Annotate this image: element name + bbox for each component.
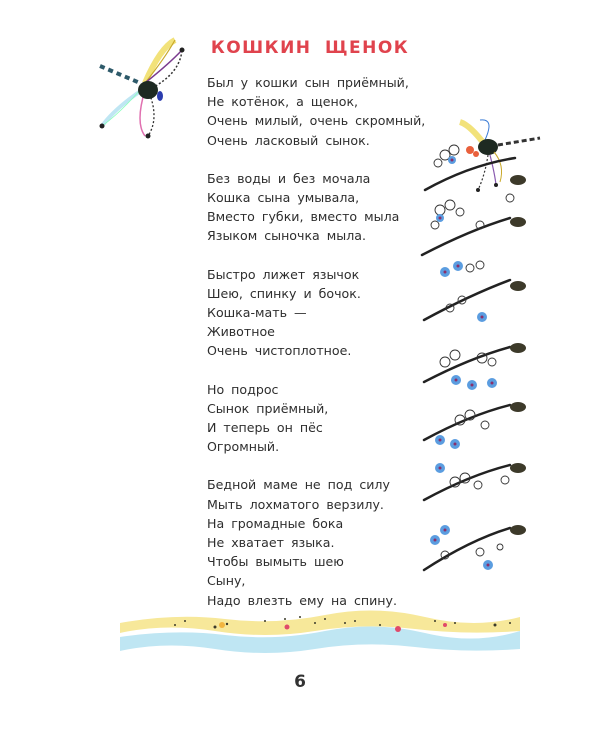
poem-line: Чтобы вымыть шею: [207, 554, 344, 570]
poem-line: Очень милый, очень скромный,: [207, 113, 426, 129]
poem-line: Быстро лижет язычок: [207, 266, 360, 282]
poem-line: Вместо губки, вместо мыла: [207, 209, 400, 225]
poem-line: Кошка сына умывала,: [207, 190, 360, 206]
poem-line: Мыть лохматого верзилу.: [207, 496, 384, 512]
poem-line: Животное: [207, 324, 275, 340]
stanza-5: [207, 475, 417, 609]
poem-line: Сыну,: [207, 573, 246, 589]
poem-line: Сынок приёмный,: [207, 400, 329, 416]
stanza-1: [207, 73, 426, 150]
stanza-3: [207, 265, 417, 361]
stanza-2: [207, 169, 417, 246]
poem-line: Без воды и без мочала: [207, 170, 371, 186]
poem-title: КОШКИН ЩЕНОК: [210, 38, 410, 58]
poem-line: На громадные бока: [207, 515, 344, 531]
poem-line: Бедной маме не под силу: [207, 477, 390, 493]
page-number: 6: [294, 672, 306, 692]
poem-line: Не хватает языка.: [207, 535, 335, 551]
poem-line: Не котёнок, а щенок,: [207, 94, 359, 110]
poem-line: Но подрос: [207, 381, 279, 397]
poem-line: Языком сыночка мыла.: [207, 228, 366, 244]
poem-line: И теперь он пёс: [207, 420, 323, 436]
stanza-4: [207, 380, 417, 457]
poem-line: Надо влезть ему на спину.: [207, 592, 397, 608]
poem-line: Очень чистоплотное.: [207, 343, 352, 359]
poem-line: Кошка-мать —: [207, 305, 307, 321]
dragonfly-icon: [460, 120, 540, 192]
poem-line: Очень ласковый сынок.: [207, 132, 370, 148]
poem-line: Шею, спинку и бочок.: [207, 285, 361, 301]
grass-flowers-illustration-right: [410, 100, 550, 590]
sand-water-wave-illustration: [115, 605, 525, 660]
poem-line: Огромный.: [207, 439, 280, 455]
poem-body: [207, 73, 426, 629]
poem-line: Был у кошки сын приёмный,: [207, 75, 409, 90]
